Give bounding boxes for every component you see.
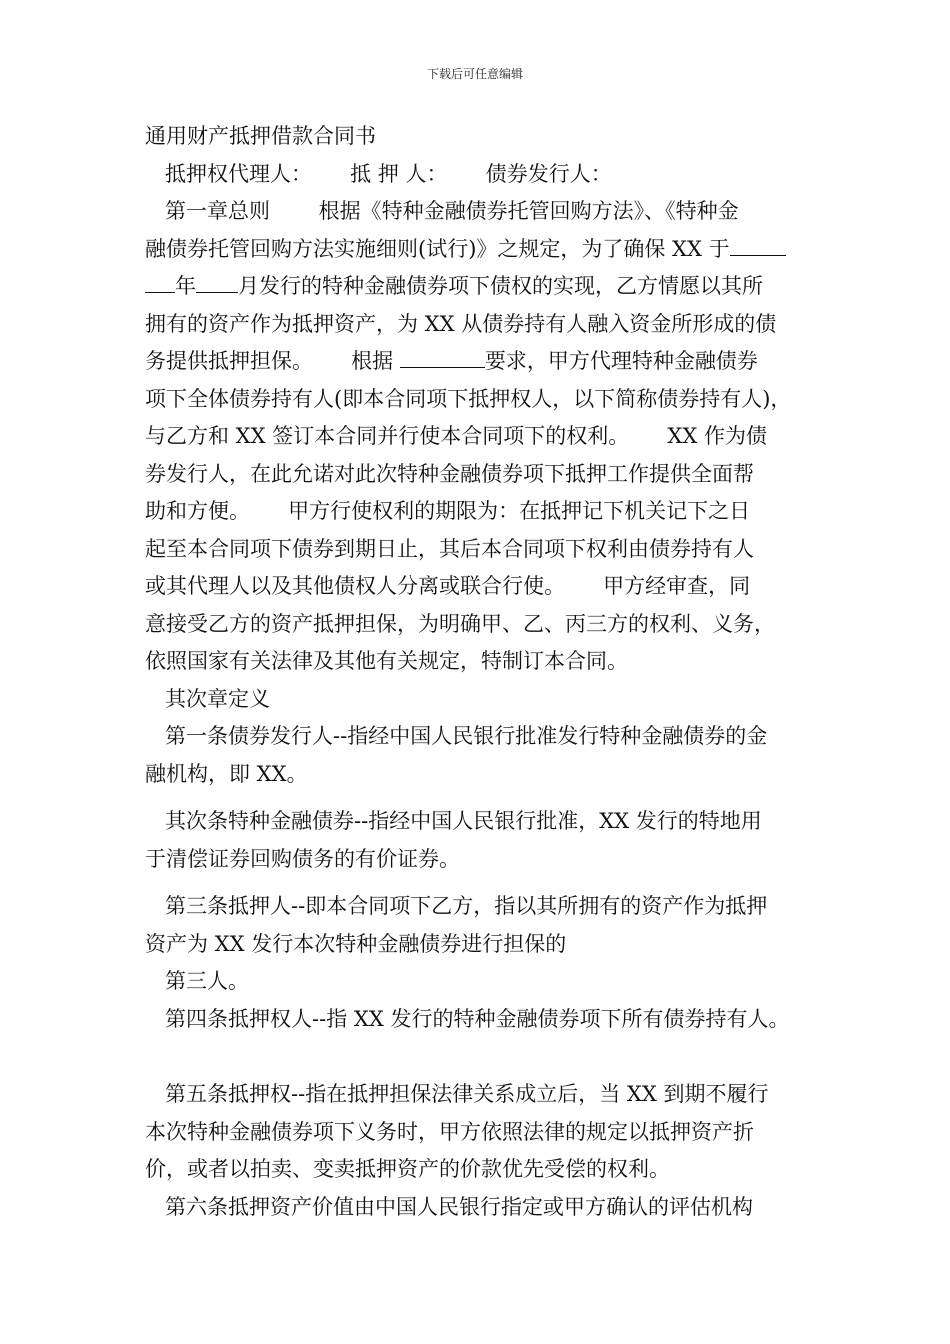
article-6	[145, 1189, 825, 1227]
line-text: 月发行的特种金融债券项下债权的实现，乙方情愿以其所	[238, 274, 763, 298]
article-line: 第三人。	[165, 969, 249, 993]
chapter-two-title: 其次章定义	[165, 686, 270, 711]
article-5	[145, 1076, 825, 1189]
chapter-one-line: 依照国家有关法律及其他有关规定，特制订本合同。	[145, 649, 628, 673]
article-line: 本次特种金融债券项下义务时，甲方依照法律的规定以抵押资产折	[145, 1119, 754, 1144]
line-text: 年	[175, 274, 196, 298]
line-text: 要求，甲方代理特种金融债券	[484, 349, 758, 373]
article-4	[145, 1001, 825, 1039]
chapter-one-line: 或其代理人以及其他债权人分离或联合行使。 甲方经审查，同	[145, 574, 751, 598]
article-line: 其次条特种金融债券--指经中国人民银行批准，XX 发行的特地用	[165, 809, 762, 833]
chapter-one-line: 与乙方和 XX 签订本合同并行使本合同项下的权利。 XX 作为债	[145, 424, 767, 448]
article-line: 于清偿证券回购债务的有价证券。	[145, 846, 460, 871]
blank-year-field	[730, 235, 786, 256]
article-1	[145, 718, 825, 793]
article-line: 融机构，即 XX。	[145, 761, 308, 786]
blank-month-field	[196, 272, 238, 293]
document-title: 通用财产抵押借款合同书	[145, 124, 376, 148]
chapter-one-line: 券发行人，在此允诺对此次特种金融债券项下抵押工作提供全面帮	[145, 461, 754, 486]
chapter-one-line	[145, 231, 825, 269]
article-line: 第五条抵押权--指在抵押担保法律关系成立后，当 XX 到期不履行	[165, 1082, 769, 1106]
chapter-one-line: 助和方便。 甲方行使权利的期限为：在抵押记下机关记下之日	[145, 499, 751, 523]
page-header-note: 下载后可任意编辑	[426, 67, 523, 81]
line-text: 融债券托管回购方法实施细则(试行)》之规定，为了确保 XX 于	[145, 236, 730, 261]
chapter-one	[145, 193, 825, 681]
chapter-one-line	[145, 268, 825, 306]
chapter-one-line: 意接受乙方的资产抵押担保，为明确甲、乙、丙三方的权利、义务，	[145, 611, 775, 636]
line-text: 务提供抵押担保。 根据	[145, 349, 400, 373]
contract-body	[145, 118, 825, 1226]
article-line: 第一条债券发行人--指经中国人民银行批准发行特种金融债券的金	[165, 724, 768, 748]
chapter-one-line	[145, 343, 825, 381]
blank-basis-field	[400, 347, 485, 368]
article-line: 第三条抵押人--即本合同项下乙方，指以其所拥有的资产作为抵押	[165, 894, 768, 918]
chapter-one-line: 起至本合同项下债券到期日止，其后本合同项下权利由债券持有人	[145, 536, 754, 561]
article-line: 第四条抵押权人--指 XX 发行的特种金融债券项下所有债券持有人。	[165, 1006, 790, 1031]
article-3	[145, 888, 825, 1001]
blank-year-field	[145, 272, 175, 293]
article-line: 第六条抵押资产价值由中国人民银行指定或甲方确认的评估机构	[165, 1194, 753, 1219]
chapter-one-line: 项下全体债券持有人(即本合同项下抵押权人，以下简称债券持有人)，	[145, 386, 792, 411]
chapter-one-line: 第一章总则 根据《特种金融债券托管回购方法》、《特种金	[165, 199, 739, 223]
chapter-one-line: 拥有的资产作为抵押资产，为 XX 从债券持有人融入资金所形成的债	[145, 311, 777, 336]
article-2	[145, 803, 825, 878]
article-line: 价，或者以拍卖、变卖抵押资产的价款优先受偿的权利。	[145, 1157, 670, 1181]
article-line: 资产为 XX 发行本次特种金融债券进行担保的	[145, 931, 567, 956]
parties-line: 抵押权代理人： 抵 押 人： 债券发行人：	[165, 161, 612, 186]
